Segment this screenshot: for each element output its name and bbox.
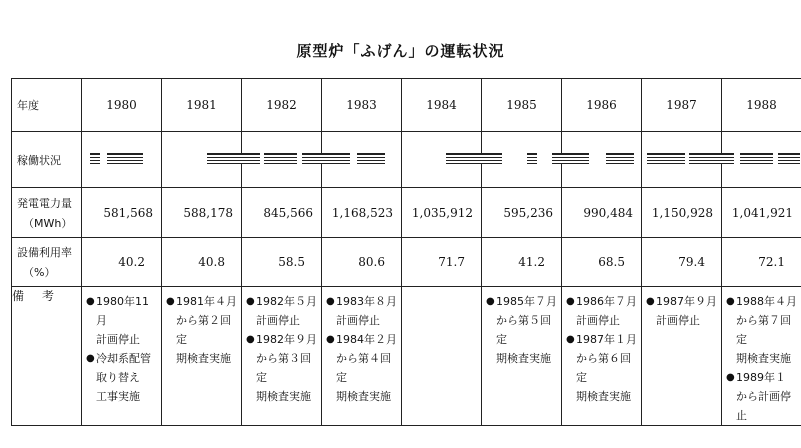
operation-bar: [552, 153, 589, 164]
energy-cell: 595,236: [482, 188, 562, 238]
bullet-icon: ●: [646, 296, 655, 307]
year-cell: 1984: [402, 79, 482, 132]
year-cell: 1987: [642, 79, 722, 132]
bullet-icon: ●: [166, 296, 175, 307]
note-text: 1980年11月 計画停止: [96, 295, 149, 346]
operation-bar: [90, 153, 100, 164]
operation-bar: [722, 153, 734, 164]
capacity-factor-cell: 40.8: [162, 238, 242, 287]
note-item: [486, 292, 559, 368]
capacity-factor-cell: 71.7: [402, 238, 482, 287]
operation-table: [11, 78, 801, 426]
operation-bar: [242, 153, 260, 164]
note-item: [166, 292, 239, 368]
bullet-icon: ●: [86, 353, 95, 364]
operation-bar: [778, 153, 800, 164]
energy-row: [12, 188, 801, 238]
note-item: [326, 330, 399, 406]
operation-bar: [689, 153, 722, 164]
energy-cell: 845,566: [242, 188, 322, 238]
notes-cell: [722, 287, 801, 426]
year-cell: 1982: [242, 79, 322, 132]
note-item: [726, 292, 799, 368]
bullet-icon: ●: [326, 334, 335, 345]
capacity-factor-cell: 80.6: [322, 238, 402, 287]
year-cell: 1983: [322, 79, 402, 132]
notes-cell: [162, 287, 242, 426]
energy-label-line1: 発電電力量: [17, 196, 72, 210]
note-text: 冷却系配管 取り替え 工事実施: [96, 352, 151, 403]
capacity-factor-label: [12, 238, 82, 287]
status-label: 稼働状況: [12, 132, 82, 188]
note-item: [566, 292, 639, 330]
operation-bar: [107, 153, 143, 164]
note-text: 1985年７月 から第５回定 期検査実施: [496, 295, 557, 365]
status-cell: [82, 132, 162, 188]
note-text: 1988年４月 から第７回定 期検査実施: [736, 295, 797, 365]
capacity-factor-label-line1: 設備利用率: [17, 246, 72, 259]
bullet-icon: ●: [246, 334, 255, 345]
operation-bar: [482, 153, 502, 164]
capacity-factor-cell: 40.2: [82, 238, 162, 287]
energy-cell: 588,178: [162, 188, 242, 238]
operation-bar: [647, 153, 685, 164]
capacity-factor-label-unit: （%）: [23, 266, 56, 279]
bullet-icon: ●: [726, 296, 735, 307]
page-title: 原型炉「ふげん」の運転状況: [296, 42, 505, 60]
notes-cell: [322, 287, 402, 426]
status-cell: [562, 132, 642, 188]
notes-cell: [402, 287, 482, 426]
status-row: [12, 132, 801, 188]
bullet-icon: ●: [246, 296, 255, 307]
bullet-icon: ●: [486, 296, 495, 307]
operation-bar: [322, 153, 350, 164]
operation-bar: [302, 153, 322, 164]
bullet-icon: ●: [566, 334, 575, 345]
operation-bar: [740, 153, 773, 164]
note-text: 1982年５月 計画停止: [256, 295, 317, 327]
notes-cell: [642, 287, 722, 426]
status-cell: [482, 132, 562, 188]
operation-bar: [606, 153, 634, 164]
year-cell: 1988: [722, 79, 801, 132]
energy-cell: 581,568: [82, 188, 162, 238]
note-item: [726, 368, 799, 425]
notes-cell: [562, 287, 642, 426]
bullet-icon: ●: [326, 296, 335, 307]
capacity-factor-row: [12, 238, 801, 287]
energy-cell: 990,484: [562, 188, 642, 238]
energy-cell: 1,041,921: [722, 188, 801, 238]
notes-cell: [482, 287, 562, 426]
note-item: [646, 292, 719, 330]
notes-cell: [82, 287, 162, 426]
year-cell: 1985: [482, 79, 562, 132]
note-text: 1981年４月 から第２回定 期検査実施: [176, 295, 237, 365]
status-cell: [402, 132, 482, 188]
capacity-factor-cell: 68.5: [562, 238, 642, 287]
note-text: 1987年１月 から第６回定 期検査実施: [576, 333, 637, 403]
status-cell: [162, 132, 242, 188]
energy-label-unit: （MWh）: [23, 216, 73, 230]
year-cell: 1981: [162, 79, 242, 132]
energy-cell: 1,035,912: [402, 188, 482, 238]
capacity-factor-cell: 58.5: [242, 238, 322, 287]
year-cell: 1980: [82, 79, 162, 132]
operation-bar: [207, 153, 242, 164]
capacity-factor-cell: 41.2: [482, 238, 562, 287]
capacity-factor-cell: 79.4: [642, 238, 722, 287]
notes-label: 備考: [12, 287, 82, 426]
operation-bar: [264, 153, 297, 164]
note-text: 1982年９月 から第３回定 期検査実施: [256, 333, 317, 403]
note-item: [246, 292, 319, 330]
year-row: [12, 79, 801, 132]
bullet-icon: ●: [86, 296, 95, 307]
energy-cell: 1,168,523: [322, 188, 402, 238]
note-item: [566, 330, 639, 406]
notes-cell: [242, 287, 322, 426]
status-cell: [322, 132, 402, 188]
note-text: 1983年８月 計画停止: [336, 295, 397, 327]
note-text: 1987年９月 計画停止: [656, 295, 717, 327]
note-item: [326, 292, 399, 330]
operation-bar: [357, 153, 385, 164]
note-item: [246, 330, 319, 406]
note-item: [86, 349, 159, 406]
notes-row: [12, 287, 801, 426]
note-text: 1986年７月 計画停止: [576, 295, 637, 327]
energy-label: [12, 188, 82, 238]
note-item: [86, 292, 159, 349]
status-cell: [722, 132, 801, 188]
status-cell: [642, 132, 722, 188]
note-text: 1989年１ から計画停止: [736, 371, 791, 422]
year-label: 年度: [12, 79, 82, 132]
year-cell: 1986: [562, 79, 642, 132]
note-text: 1984年２月 から第４回定 期検査実施: [336, 333, 397, 403]
operation-bar: [527, 153, 537, 164]
energy-cell: 1,150,928: [642, 188, 722, 238]
operation-bar: [446, 153, 482, 164]
capacity-factor-cell: 72.1: [722, 238, 801, 287]
status-cell: [242, 132, 322, 188]
bullet-icon: ●: [566, 296, 575, 307]
bullet-icon: ●: [726, 372, 735, 383]
